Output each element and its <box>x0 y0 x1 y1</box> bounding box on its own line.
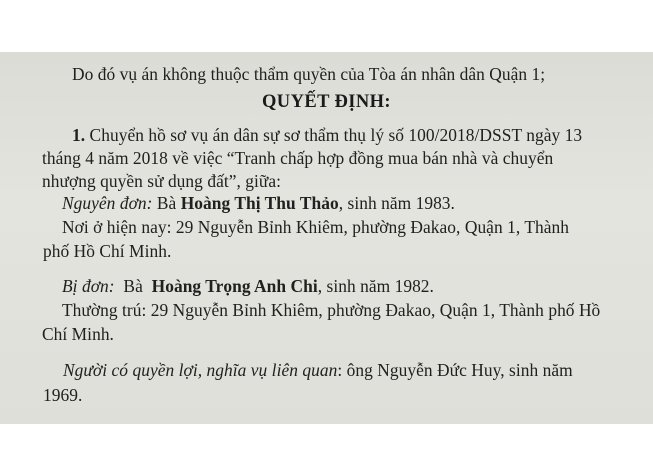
defendant-name: Hoàng Trọng Anh Chi <box>151 276 318 296</box>
text-line-8 <box>43 241 171 261</box>
plaintiff-name: Hoàng Thị Thu Thảo <box>180 193 339 213</box>
text-line-11 <box>42 324 114 344</box>
text-span: Chí Minh. <box>42 324 114 344</box>
plaintiff-line <box>62 193 455 213</box>
text-span: , sinh năm 1983. <box>338 193 455 213</box>
text-line-10 <box>62 300 600 320</box>
text-span: Nơi ở hiện nay: 29 Nguyễn Bỉnh Khiêm, phường Đakao, Quận 1, Thành <box>62 217 569 237</box>
defendant-line <box>62 276 434 296</box>
text-line-4 <box>42 148 553 168</box>
text-span: Chuyển hồ sơ vụ án dân sự sơ thẩm thụ lý số 100/2018/DSST ngày 13 <box>85 125 583 145</box>
related-party-line <box>63 360 573 380</box>
text-line-1 <box>72 64 545 84</box>
plaintiff-label: Nguyên đơn: <box>62 193 153 213</box>
text-line-13 <box>43 385 82 405</box>
related-party-label: Người có quyền lợi, nghĩa vụ liên quan <box>63 360 338 380</box>
defendant-label: Bị đơn: <box>62 276 115 296</box>
text-span: phố Hồ Chí Minh. <box>43 241 172 261</box>
item-number: 1. <box>72 125 86 145</box>
text-span: Bà <box>152 193 181 213</box>
text-line-5 <box>42 171 281 191</box>
text-span: 1969. <box>43 385 83 405</box>
text-line-7 <box>62 217 569 237</box>
text-span: Bà <box>114 276 152 296</box>
text-span: Do đó vụ án không thuộc thẩm quyền của Tòa án nhân dân Quận 1; <box>72 64 546 84</box>
text-span: Thường trú: 29 Nguyễn Bỉnh Khiêm, phường Đakao, Quận 1, Thành phố Hồ <box>62 300 601 320</box>
decision-heading: QUYẾT ĐỊNH: <box>262 92 391 112</box>
text-span: tháng 4 năm 2018 về việc “Tranh chấp hợp đồng mua bán nhà và chuyển <box>42 148 554 168</box>
text-span: : ông Nguyễn Đức Huy, sinh năm <box>337 360 573 380</box>
text-span: nhượng quyền sử dụng đất”, giữa: <box>42 171 282 191</box>
document-page <box>0 52 653 424</box>
text-span: , sinh năm 1982. <box>317 276 434 296</box>
text-line-3 <box>72 125 582 145</box>
